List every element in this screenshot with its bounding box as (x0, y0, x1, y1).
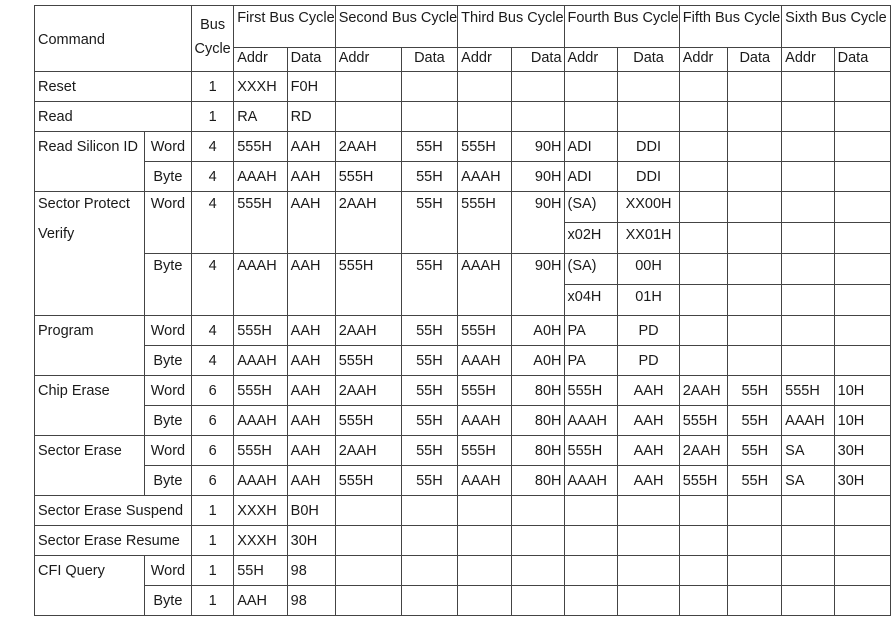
bus-cycle-cell: 4 (192, 192, 234, 254)
bus-cycle-cell: 4 (192, 346, 234, 376)
addr-cell: 2AAH (335, 132, 401, 162)
addr-cell (679, 72, 728, 102)
third-bus-cycle-header: Third Bus Cycle (458, 6, 564, 48)
data-cell (728, 346, 782, 376)
data-cell (834, 526, 890, 556)
addr-cell: 2AAH (335, 376, 401, 406)
mode-cell: Byte (144, 162, 191, 192)
addr-cell: XXXH (234, 72, 287, 102)
data-cell (728, 285, 782, 316)
mode-cell: Word (144, 192, 191, 254)
data-cell (834, 586, 890, 616)
data-cell (511, 586, 564, 616)
data-cell (834, 496, 890, 526)
data-cell: AAH (618, 466, 679, 496)
bus-cycle-cell: 1 (192, 496, 234, 526)
addr-cell (458, 102, 512, 132)
data-cell: AAH (287, 436, 335, 466)
addr-cell: 555H (335, 406, 401, 436)
data-cell (728, 162, 782, 192)
data-cell (618, 556, 679, 586)
addr-cell: XXXH (234, 496, 287, 526)
data-cell: RD (287, 102, 335, 132)
addr-cell: 555H (234, 132, 287, 162)
addr-header: Addr (234, 48, 287, 72)
bus-cycle-cell: 1 (192, 526, 234, 556)
addr-cell (564, 586, 618, 616)
table-row (35, 376, 891, 406)
data-cell: A0H (511, 346, 564, 376)
addr-cell: 555H (234, 436, 287, 466)
data-cell: 55H (401, 192, 458, 254)
addr-cell: AAAH (234, 346, 287, 376)
data-cell: F0H (287, 72, 335, 102)
data-cell (618, 72, 679, 102)
data-cell (834, 316, 890, 346)
data-cell: 55H (401, 132, 458, 162)
data-cell: XX01H (618, 223, 679, 254)
addr-cell: 555H (335, 162, 401, 192)
fifth-bus-cycle-header: Fifth Bus Cycle (679, 6, 781, 48)
addr-cell: SA (782, 436, 834, 466)
addr-cell: 2AAH (679, 376, 728, 406)
addr-cell: 555H (458, 376, 512, 406)
command-cell: Reset (35, 72, 192, 102)
data-cell: AAH (287, 376, 335, 406)
data-cell (728, 556, 782, 586)
addr-cell (564, 102, 618, 132)
bus-cycle-cell: 6 (192, 436, 234, 466)
data-cell: 10H (834, 406, 890, 436)
data-cell: AAH (618, 376, 679, 406)
addr-cell: x04H (564, 285, 618, 316)
table-row (35, 586, 891, 616)
addr-cell: AAAH (234, 162, 287, 192)
addr-cell (679, 132, 728, 162)
data-cell (834, 223, 890, 254)
addr-cell (679, 346, 728, 376)
addr-cell: 2AAH (335, 436, 401, 466)
addr-cell (782, 556, 834, 586)
addr-cell: 555H (564, 436, 618, 466)
data-cell (834, 254, 890, 285)
addr-cell (335, 556, 401, 586)
data-cell (834, 346, 890, 376)
addr-cell (335, 102, 401, 132)
data-cell: 55H (728, 376, 782, 406)
addr-cell (335, 72, 401, 102)
addr-cell: XXXH (234, 526, 287, 556)
addr-header: Addr (564, 48, 618, 72)
data-cell: 00H (618, 254, 679, 285)
addr-cell (335, 526, 401, 556)
data-cell: AAH (287, 316, 335, 346)
data-cell: 80H (511, 376, 564, 406)
addr-cell: 55H (234, 556, 287, 586)
data-cell (728, 132, 782, 162)
data-cell: 98 (287, 556, 335, 586)
data-cell: 98 (287, 586, 335, 616)
addr-cell: AAAH (234, 466, 287, 496)
bus-cycle-cell: 4 (192, 162, 234, 192)
data-cell (511, 102, 564, 132)
addr-cell (458, 526, 512, 556)
addr-cell: AAAH (234, 254, 287, 316)
addr-cell (782, 586, 834, 616)
data-cell (618, 496, 679, 526)
data-cell (834, 285, 890, 316)
addr-cell: 555H (234, 316, 287, 346)
fourth-bus-cycle-header: Fourth Bus Cycle (564, 6, 679, 48)
data-cell (728, 526, 782, 556)
addr-cell (458, 496, 512, 526)
addr-cell (782, 254, 834, 285)
table-row (35, 466, 891, 496)
addr-cell (564, 556, 618, 586)
addr-cell: 2AAH (335, 192, 401, 254)
addr-cell (679, 102, 728, 132)
mode-cell: Word (144, 436, 191, 466)
addr-cell: SA (782, 466, 834, 496)
data-cell: AAH (618, 406, 679, 436)
addr-cell (564, 526, 618, 556)
addr-cell (782, 346, 834, 376)
addr-cell (564, 72, 618, 102)
first-bus-cycle-header: First Bus Cycle (234, 6, 336, 48)
data-cell (511, 526, 564, 556)
addr-cell: AAAH (458, 466, 512, 496)
addr-cell: ADI (564, 162, 618, 192)
data-cell (511, 72, 564, 102)
addr-cell (679, 556, 728, 586)
data-cell (618, 586, 679, 616)
mode-cell: Byte (144, 406, 191, 436)
addr-header: Addr (335, 48, 401, 72)
addr-cell: 2AAH (335, 316, 401, 346)
data-cell (401, 556, 458, 586)
bus-cycle-cell: 1 (192, 556, 234, 586)
command-header: Command (35, 6, 192, 72)
data-cell: 55H (401, 406, 458, 436)
data-cell: 55H (401, 466, 458, 496)
addr-cell: AAAH (458, 346, 512, 376)
data-cell: AAH (287, 406, 335, 436)
addr-cell (679, 526, 728, 556)
addr-cell (679, 586, 728, 616)
sixth-bus-cycle-header: Sixth Bus Cycle (782, 6, 891, 48)
command-cell: Program (35, 316, 145, 376)
addr-cell: AAAH (564, 406, 618, 436)
data-cell: AAH (287, 466, 335, 496)
addr-cell: 555H (679, 466, 728, 496)
data-cell: 90H (511, 162, 564, 192)
bus-cycle-cell: 1 (192, 586, 234, 616)
table-row (35, 192, 891, 223)
table-row (35, 72, 891, 102)
mode-cell: Word (144, 132, 191, 162)
addr-cell (782, 223, 834, 254)
addr-cell: 555H (782, 376, 834, 406)
addr-cell: (SA) (564, 192, 618, 223)
data-cell: XX00H (618, 192, 679, 223)
addr-cell: RA (234, 102, 287, 132)
command-cell: Read Silicon ID (35, 132, 145, 192)
data-header: Data (401, 48, 458, 72)
addr-cell (679, 316, 728, 346)
mode-cell: Byte (144, 586, 191, 616)
table-row (35, 102, 891, 132)
addr-cell: 2AAH (679, 436, 728, 466)
data-cell: AAH (618, 436, 679, 466)
data-cell: 30H (287, 526, 335, 556)
data-cell: 90H (511, 192, 564, 254)
addr-cell: 555H (335, 254, 401, 316)
data-cell (728, 102, 782, 132)
data-cell: 55H (401, 436, 458, 466)
command-cell: Sector Erase (35, 436, 145, 496)
addr-header: Addr (782, 48, 834, 72)
data-header: Data (834, 48, 890, 72)
data-cell: 30H (834, 466, 890, 496)
data-cell: AAH (287, 254, 335, 316)
addr-cell: AAAH (234, 406, 287, 436)
data-cell (728, 316, 782, 346)
addr-cell: PA (564, 316, 618, 346)
addr-cell (458, 72, 512, 102)
data-header: Data (287, 48, 335, 72)
addr-cell: 555H (335, 346, 401, 376)
bus-cycle-cell: 4 (192, 132, 234, 162)
data-cell: AAH (287, 346, 335, 376)
table-row (35, 556, 891, 586)
data-cell (728, 496, 782, 526)
data-cell: 10H (834, 376, 890, 406)
addr-cell: 555H (335, 466, 401, 496)
data-cell (728, 192, 782, 223)
data-header: Data (511, 48, 564, 72)
table-row (35, 406, 891, 436)
addr-cell: 555H (458, 192, 512, 254)
data-cell (834, 192, 890, 223)
addr-cell: AAAH (458, 162, 512, 192)
addr-cell: AAAH (782, 406, 834, 436)
addr-cell: AAAH (564, 466, 618, 496)
data-cell: DDI (618, 132, 679, 162)
data-cell: 80H (511, 436, 564, 466)
data-cell: 55H (728, 466, 782, 496)
addr-cell (458, 556, 512, 586)
addr-cell (679, 496, 728, 526)
addr-cell: 555H (564, 376, 618, 406)
data-cell: B0H (287, 496, 335, 526)
data-cell: AAH (287, 162, 335, 192)
data-cell: 55H (401, 316, 458, 346)
data-cell: 90H (511, 132, 564, 162)
command-cell: Chip Erase (35, 376, 145, 436)
command-table (34, 5, 891, 616)
data-cell: 55H (401, 162, 458, 192)
addr-cell: 555H (458, 132, 512, 162)
bus-cycle-cell: 1 (192, 72, 234, 102)
data-cell: 80H (511, 466, 564, 496)
addr-cell (679, 192, 728, 223)
table-row (35, 162, 891, 192)
header-row (35, 6, 891, 48)
command-cell: Sector Erase Suspend (35, 496, 192, 526)
addr-cell (335, 586, 401, 616)
data-cell: 55H (728, 406, 782, 436)
data-cell (401, 586, 458, 616)
addr-cell (782, 72, 834, 102)
mode-cell: Word (144, 316, 191, 346)
mode-cell: Byte (144, 466, 191, 496)
data-cell: AAH (287, 132, 335, 162)
table-row (35, 526, 891, 556)
data-cell (834, 102, 890, 132)
bus-cycle-cell: 6 (192, 376, 234, 406)
mode-cell: Byte (144, 346, 191, 376)
data-cell (728, 254, 782, 285)
data-header: Data (728, 48, 782, 72)
addr-cell: x02H (564, 223, 618, 254)
addr-cell (679, 223, 728, 254)
data-cell (834, 132, 890, 162)
addr-cell (782, 162, 834, 192)
addr-cell (782, 285, 834, 316)
data-cell: 55H (401, 254, 458, 316)
addr-cell (782, 102, 834, 132)
addr-cell: AAH (234, 586, 287, 616)
data-cell (728, 586, 782, 616)
data-cell (401, 72, 458, 102)
data-cell: PD (618, 346, 679, 376)
addr-cell: 555H (234, 376, 287, 406)
command-cell: CFI Query (35, 556, 145, 616)
addr-cell (782, 316, 834, 346)
addr-cell: AAAH (458, 406, 512, 436)
table-row (35, 132, 891, 162)
table-row (35, 254, 891, 285)
data-cell (618, 526, 679, 556)
bus-cycle-cell: 6 (192, 466, 234, 496)
data-cell: 01H (618, 285, 679, 316)
addr-cell (679, 254, 728, 285)
data-cell (511, 496, 564, 526)
table-row (35, 436, 891, 466)
addr-cell: ADI (564, 132, 618, 162)
addr-cell (335, 496, 401, 526)
addr-cell: 555H (458, 316, 512, 346)
data-cell: 30H (834, 436, 890, 466)
table-row (35, 346, 891, 376)
addr-cell (679, 162, 728, 192)
addr-cell (782, 526, 834, 556)
addr-header: Addr (679, 48, 728, 72)
second-bus-cycle-header: Second Bus Cycle (335, 6, 457, 48)
addr-cell: 555H (458, 436, 512, 466)
command-cell: Read (35, 102, 192, 132)
addr-cell: 555H (679, 406, 728, 436)
data-cell (618, 102, 679, 132)
table-row (35, 496, 891, 526)
bus-cycle-cell: 4 (192, 316, 234, 346)
bus-cycle-header: Bus Cycle (192, 6, 234, 72)
data-cell: 80H (511, 406, 564, 436)
mode-cell: Byte (144, 254, 191, 316)
table-row (35, 316, 891, 346)
data-cell (401, 526, 458, 556)
data-cell: PD (618, 316, 679, 346)
addr-cell: (SA) (564, 254, 618, 285)
data-cell (401, 496, 458, 526)
data-cell (511, 556, 564, 586)
data-cell (834, 72, 890, 102)
bus-cycle-cell: 6 (192, 406, 234, 436)
data-cell (401, 102, 458, 132)
data-cell: 90H (511, 254, 564, 316)
data-cell (728, 72, 782, 102)
addr-header: Addr (458, 48, 512, 72)
data-cell (834, 162, 890, 192)
addr-cell: 555H (234, 192, 287, 254)
data-cell: 55H (401, 376, 458, 406)
addr-cell (679, 285, 728, 316)
command-cell: Sector Protect Verify (35, 192, 145, 316)
addr-cell (782, 192, 834, 223)
addr-cell: PA (564, 346, 618, 376)
data-header: Data (618, 48, 679, 72)
addr-cell (782, 132, 834, 162)
mode-cell: Word (144, 376, 191, 406)
addr-cell (458, 586, 512, 616)
data-cell: A0H (511, 316, 564, 346)
data-cell: 55H (728, 436, 782, 466)
mode-cell: Word (144, 556, 191, 586)
addr-cell (782, 496, 834, 526)
data-cell: 55H (401, 346, 458, 376)
data-cell: DDI (618, 162, 679, 192)
bus-cycle-cell: 1 (192, 102, 234, 132)
bus-cycle-cell: 4 (192, 254, 234, 316)
addr-cell (564, 496, 618, 526)
data-cell (728, 223, 782, 254)
data-cell: AAH (287, 192, 335, 254)
data-cell (834, 556, 890, 586)
addr-cell: AAAH (458, 254, 512, 316)
command-cell: Sector Erase Resume (35, 526, 192, 556)
